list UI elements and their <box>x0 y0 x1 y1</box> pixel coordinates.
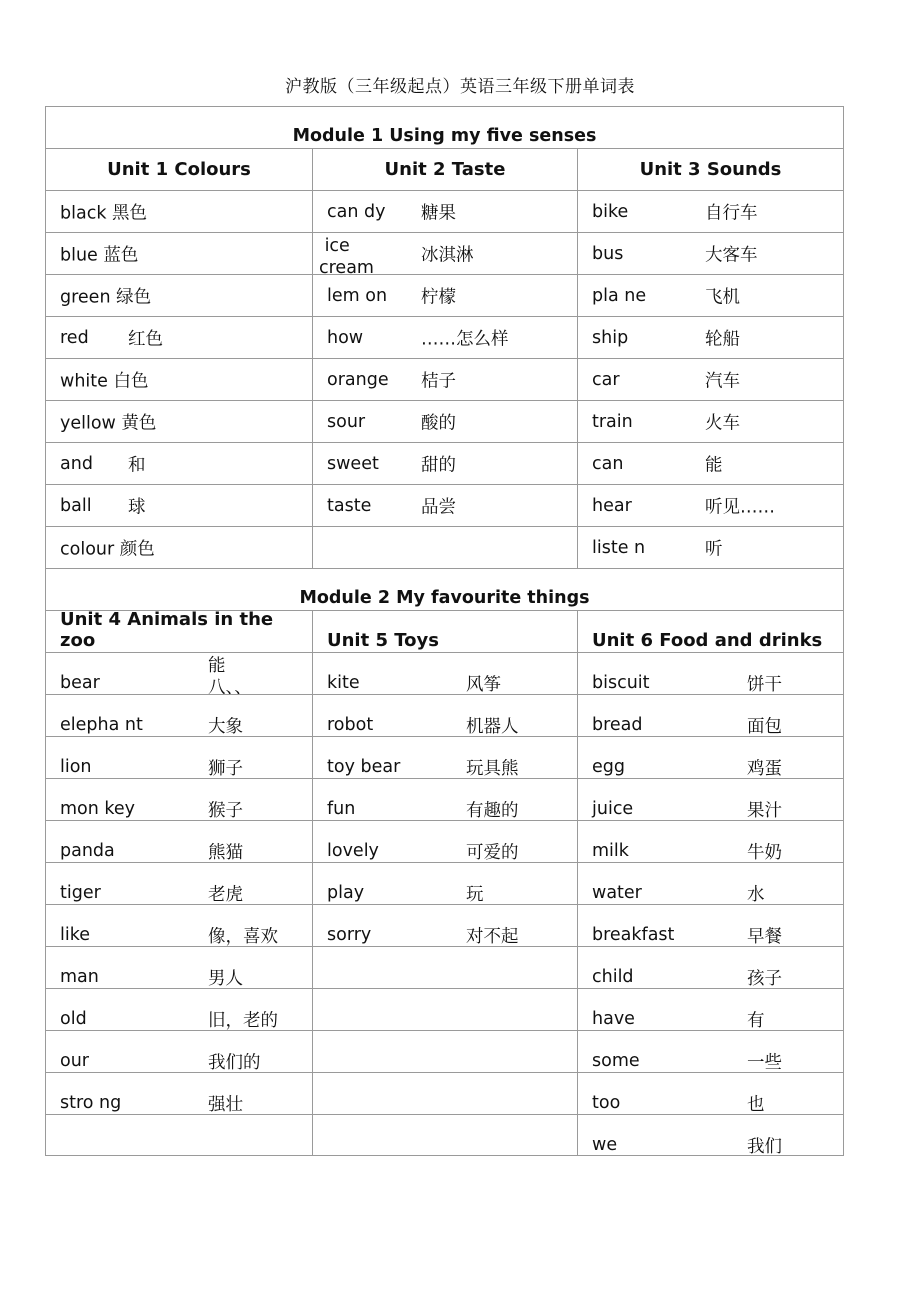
table-cell <box>46 527 313 568</box>
chinese-meaning: 水 <box>747 885 765 904</box>
english-word: bike <box>592 201 629 222</box>
table-cell <box>313 863 578 904</box>
chinese-meaning: 可爱的 <box>466 843 519 862</box>
english-word: and <box>60 453 93 474</box>
table-row <box>45 694 844 736</box>
table-cell <box>313 821 578 862</box>
english-word: can dy <box>327 201 386 222</box>
table-row <box>45 274 844 316</box>
table-cell <box>578 443 843 484</box>
table-row <box>45 1072 844 1114</box>
table-cell <box>46 1115 313 1155</box>
chinese-meaning: 我们的 <box>208 1053 261 1072</box>
table-cell <box>46 863 313 904</box>
table-cell <box>313 989 578 1030</box>
table-cell <box>578 233 843 274</box>
english-word: ice cream <box>319 236 374 274</box>
table-cell <box>578 947 843 988</box>
chinese-meaning: 面包 <box>747 717 782 736</box>
english-word: how <box>327 327 364 348</box>
english-word: green 绿色 <box>60 287 152 307</box>
table-cell <box>578 485 843 526</box>
module-2-unit-headers <box>45 610 844 652</box>
chinese-meaning: 有趣的 <box>466 801 519 820</box>
table-row <box>45 316 844 358</box>
table-cell <box>46 233 313 274</box>
chinese-meaning: 猴子 <box>208 801 243 820</box>
table-cell <box>578 821 843 862</box>
english-word: too <box>592 1093 621 1113</box>
table-cell <box>313 527 578 568</box>
chinese-meaning: 风筝 <box>466 675 501 694</box>
chinese-meaning: 一些 <box>747 1053 782 1072</box>
english-word: elepha nt <box>60 715 143 735</box>
chinese-meaning: 酸的 <box>421 413 456 433</box>
table-cell <box>313 947 578 988</box>
table-cell <box>313 1115 578 1155</box>
table-cell <box>578 863 843 904</box>
english-word: taste <box>327 495 372 516</box>
chinese-meaning: 孩子 <box>747 969 782 988</box>
chinese-meaning: 甜的 <box>421 455 456 475</box>
table-cell <box>46 653 313 694</box>
english-word: liste n <box>592 537 646 558</box>
english-word: we <box>592 1135 618 1155</box>
english-word: kite <box>327 673 360 693</box>
chinese-meaning: 汽车 <box>705 371 740 391</box>
table-row <box>45 1030 844 1072</box>
english-word: egg <box>592 757 625 777</box>
chinese-meaning: 听 <box>705 539 723 559</box>
chinese-meaning: 玩 <box>466 885 484 904</box>
table-cell <box>46 275 313 316</box>
unit-2-header: Unit 2 Taste <box>313 149 578 190</box>
table-cell <box>578 275 843 316</box>
english-word: man <box>60 967 99 987</box>
english-word: sour <box>327 411 366 432</box>
chinese-meaning: 飞机 <box>705 287 740 307</box>
english-word: play <box>327 883 365 903</box>
table-cell <box>46 989 313 1030</box>
table-cell <box>578 1115 843 1155</box>
table-cell <box>46 359 313 400</box>
english-word: ship <box>592 327 629 348</box>
english-word: like <box>60 925 91 945</box>
table-row <box>45 484 844 526</box>
english-word: juice <box>592 799 634 819</box>
english-word: milk <box>592 841 629 861</box>
chinese-meaning: 红色 <box>128 329 163 349</box>
table-cell <box>313 233 578 274</box>
table-cell <box>578 527 843 568</box>
english-word: hear <box>592 495 632 516</box>
table-cell <box>46 1031 313 1072</box>
chinese-meaning: 我们 <box>747 1137 782 1155</box>
english-word: breakfast <box>592 925 675 945</box>
table-row <box>45 736 844 778</box>
chinese-meaning: 牛奶 <box>747 843 782 862</box>
table-row <box>45 988 844 1030</box>
english-word: bread <box>592 715 643 735</box>
chinese-meaning: 也 <box>747 1095 765 1114</box>
chinese-meaning: 狮子 <box>208 759 243 778</box>
table-cell <box>313 275 578 316</box>
table-cell <box>313 779 578 820</box>
english-word: biscuit <box>592 673 650 693</box>
table-cell <box>313 191 578 232</box>
english-word: train <box>592 411 633 432</box>
table-cell <box>313 401 578 442</box>
chinese-meaning: 品尝 <box>421 497 456 517</box>
chinese-meaning: 旧，老的 <box>208 1011 278 1030</box>
english-word: water <box>592 883 642 903</box>
table-cell <box>578 989 843 1030</box>
table-cell <box>578 653 843 694</box>
chinese-meaning: 鸡蛋 <box>747 759 782 778</box>
table-cell <box>313 443 578 484</box>
english-word: sorry <box>327 925 372 945</box>
english-word: ball <box>60 495 92 516</box>
english-word: lem on <box>327 285 388 306</box>
module-2-heading: Module 2 My favourite things <box>299 588 590 608</box>
table-row <box>45 652 844 694</box>
english-word: our <box>60 1051 89 1071</box>
english-word: can <box>592 453 624 474</box>
table-cell <box>46 779 313 820</box>
table-cell <box>578 905 843 946</box>
table-cell <box>46 737 313 778</box>
chinese-meaning: 对不起 <box>466 927 519 946</box>
english-word: lion <box>60 757 92 777</box>
chinese-meaning: 熊猫 <box>208 843 243 862</box>
chinese-meaning: 能 八、、 <box>208 656 252 694</box>
table-row <box>45 232 844 274</box>
english-word: child <box>592 967 634 987</box>
document-title: 沪教版（三年级起点）英语三年级下册单词表 <box>285 77 635 97</box>
english-word: toy bear <box>327 757 401 777</box>
unit-3-header: Unit 3 Sounds <box>639 159 782 180</box>
english-word: orange <box>327 369 389 390</box>
chinese-meaning: 大客车 <box>705 245 758 265</box>
chinese-meaning: 自行车 <box>705 203 758 223</box>
table-row <box>45 526 844 568</box>
chinese-meaning: 能 <box>705 455 723 475</box>
table-row <box>45 442 844 484</box>
chinese-meaning: 机器人 <box>466 717 519 736</box>
table-cell <box>46 443 313 484</box>
english-word: red <box>60 327 89 348</box>
table-cell <box>313 653 578 694</box>
chinese-meaning: 有 <box>747 1011 765 1030</box>
table-cell <box>578 401 843 442</box>
table-cell <box>46 1073 313 1114</box>
english-word: old <box>60 1009 87 1029</box>
table-cell <box>313 359 578 400</box>
table-cell <box>46 401 313 442</box>
unit-4-header: Unit 4 Animals in the zoo <box>46 611 313 652</box>
vocabulary-table <box>45 106 844 1156</box>
chinese-meaning: 火车 <box>705 413 740 433</box>
english-word: some <box>592 1051 640 1071</box>
chinese-meaning: 玩具熊 <box>466 759 519 778</box>
module-1-heading: Module 1 Using my five senses <box>292 126 597 146</box>
chinese-meaning: ……怎么样 <box>421 329 509 349</box>
english-word: robot <box>327 715 374 735</box>
table-cell <box>313 485 578 526</box>
table-cell <box>578 737 843 778</box>
table-cell <box>46 317 313 358</box>
english-word: fun <box>327 799 356 819</box>
english-word: blue 蓝色 <box>60 245 139 265</box>
table-row <box>45 946 844 988</box>
table-cell <box>313 1031 578 1072</box>
module-1-unit-headers <box>45 148 844 190</box>
chinese-meaning: 轮船 <box>705 329 740 349</box>
table-row <box>45 190 844 232</box>
table-row <box>45 904 844 946</box>
table-cell <box>313 1073 578 1114</box>
english-word: bus <box>592 243 624 264</box>
chinese-meaning: 男人 <box>208 969 243 988</box>
chinese-meaning: 冰淇淋 <box>421 245 474 265</box>
table-cell <box>46 695 313 736</box>
english-word: pla ne <box>592 285 647 306</box>
table-cell <box>313 737 578 778</box>
table-cell <box>46 905 313 946</box>
chinese-meaning: 和 <box>128 455 146 475</box>
module-2-heading-row <box>45 568 844 610</box>
english-word: stro ng <box>60 1093 122 1113</box>
chinese-meaning: 像，喜欢 <box>208 927 278 946</box>
english-word: yellow 黄色 <box>60 413 157 433</box>
table-cell <box>578 359 843 400</box>
table-cell <box>313 317 578 358</box>
module-1-heading-row <box>45 106 844 148</box>
english-word: panda <box>60 841 115 861</box>
table-cell <box>46 485 313 526</box>
chinese-meaning: 听见…… <box>705 497 775 517</box>
table-row <box>45 778 844 820</box>
chinese-meaning: 糖果 <box>421 203 456 223</box>
chinese-meaning: 桔子 <box>421 371 456 391</box>
chinese-meaning: 柠檬 <box>421 287 456 307</box>
unit-6-header: Unit 6 Food and drinks <box>592 630 823 651</box>
chinese-meaning: 果汁 <box>747 801 782 820</box>
chinese-meaning: 老虎 <box>208 885 243 904</box>
table-cell <box>578 695 843 736</box>
table-row <box>45 358 844 400</box>
english-word: lovely <box>327 841 379 861</box>
table-row <box>45 1114 844 1156</box>
table-row <box>45 820 844 862</box>
table-cell <box>46 821 313 862</box>
chinese-meaning: 饼干 <box>747 675 782 694</box>
table-cell <box>313 905 578 946</box>
table-row <box>45 862 844 904</box>
chinese-meaning: 球 <box>128 497 146 517</box>
table-cell <box>46 947 313 988</box>
table-cell <box>578 191 843 232</box>
table-cell <box>578 317 843 358</box>
table-cell <box>578 1031 843 1072</box>
table-cell <box>578 779 843 820</box>
table-row <box>45 400 844 442</box>
english-word: tiger <box>60 883 101 903</box>
english-word: colour 颜色 <box>60 539 155 559</box>
table-cell <box>46 191 313 232</box>
chinese-meaning: 早餐 <box>747 927 782 946</box>
english-word: bear <box>60 673 100 693</box>
english-word: white 白色 <box>60 371 149 391</box>
english-word: have <box>592 1009 635 1029</box>
english-word: sweet <box>327 453 379 474</box>
english-word: black 黑色 <box>60 203 148 223</box>
english-word: mon key <box>60 799 136 819</box>
english-word: car <box>592 369 620 390</box>
unit-5-header: Unit 5 Toys <box>313 611 578 652</box>
chinese-meaning: 强壮 <box>208 1095 243 1114</box>
table-cell <box>313 695 578 736</box>
table-cell <box>578 1073 843 1114</box>
chinese-meaning: 大象 <box>208 717 243 736</box>
unit-1-header: Unit 1 Colours <box>46 149 313 190</box>
